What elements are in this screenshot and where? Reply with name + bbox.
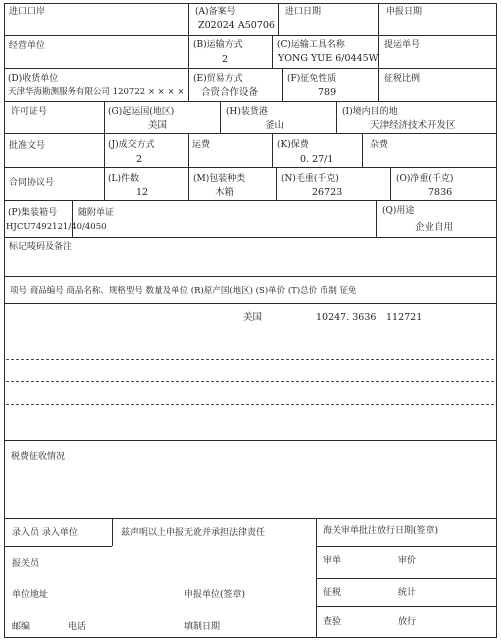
unit-address-label: 单位地址: [12, 590, 49, 600]
freight-label: 运费: [192, 140, 211, 150]
row-line: [4, 440, 497, 441]
package-value: 木箱: [215, 187, 235, 198]
customs-approval-label: 海关审单批注放行日期(签章): [323, 526, 439, 536]
cell-divider: [272, 35, 273, 68]
insurance-label: (K)保费: [277, 140, 309, 150]
origin-country-value: 美国: [148, 120, 168, 131]
trade-mode-value: 合资合作设备: [201, 87, 259, 98]
row-line: [4, 133, 497, 134]
consignee-value: 天津华海勘测服务有限公司 120722 × × × ×: [8, 87, 185, 97]
cell-divider: [362, 133, 363, 167]
record-no-value: Z02024 A50706: [198, 20, 275, 31]
items-header: 项号 商品编号 商品名称、规格型号 数量及单位 (R)原产国(地区) (S)单价 (T)总价 币制 征免: [10, 286, 357, 296]
cell-divider: [188, 35, 189, 68]
cell-divider: [104, 101, 105, 133]
reviewer-label: 报关员: [12, 559, 40, 569]
import-port-label: 进口口岸: [9, 7, 46, 17]
load-port-value: 釜山: [265, 120, 285, 131]
cell-divider: [188, 3, 189, 35]
row-line: [316, 546, 497, 547]
vehicle-value: YONG YUE 6/0445W: [278, 53, 379, 64]
cell-divider: [188, 133, 189, 167]
misc-label: 杂费: [370, 140, 389, 150]
container-value: HJCU7492121/40/4050: [6, 222, 107, 232]
item-origin: 美国: [243, 312, 263, 323]
usage-label: (Q)用途: [382, 206, 415, 216]
cell-divider: [188, 68, 189, 101]
approval-label: 批准文号: [9, 141, 46, 151]
item-separator: [6, 404, 494, 405]
row-line: [4, 303, 497, 304]
declaration-text: 兹声明以上申报无讹并承担法律责任: [121, 528, 266, 538]
row-line: [4, 237, 497, 238]
audit-label: 审单: [323, 556, 342, 566]
border-top: [4, 3, 497, 4]
row-line: [4, 200, 497, 201]
usage-value: 企业自用: [415, 222, 454, 233]
remarks-label: 标记唛码及备注: [9, 242, 73, 252]
price-review-label: 审价: [398, 556, 417, 566]
item-separator: [6, 381, 494, 382]
trade-mode-label: (E)贸易方式: [193, 74, 243, 84]
cell-divider: [278, 3, 279, 35]
operating-unit-label: 经营单位: [9, 41, 46, 51]
item-separator: [6, 359, 494, 360]
release-label: 放行: [398, 617, 417, 627]
destination-label: (I)境内目的地: [342, 107, 398, 117]
cell-divider: [272, 133, 273, 167]
deal-mode-label: (J)成交方式: [108, 140, 155, 150]
cell-divider: [378, 3, 379, 35]
postcode-label: 邮编: [12, 622, 31, 632]
import-date-label: 进口日期: [285, 7, 322, 17]
row-line: [316, 578, 497, 579]
net-weight-label: (O)净重(千克): [396, 174, 454, 184]
statistics-label: 统计: [398, 588, 417, 598]
row-line: [4, 518, 497, 519]
cell-divider: [220, 101, 221, 133]
cell-divider: [282, 68, 283, 101]
docs-label: 随附单证: [78, 208, 115, 218]
cell-divider: [390, 167, 391, 200]
levy-label: 征税: [323, 588, 342, 598]
package-label: (M)包装种类: [193, 174, 246, 184]
deal-mode-value: 2: [136, 154, 143, 165]
declare-date-label: 申报日期: [386, 7, 423, 17]
row-line: [4, 167, 497, 168]
exemption-label: (F)征免性质: [287, 74, 337, 84]
exemption-value: 789: [318, 87, 337, 98]
transport-mode-value: 2: [222, 54, 229, 65]
cell-divider: [276, 167, 277, 200]
pieces-value: 12: [136, 187, 149, 198]
row-line: [4, 546, 112, 547]
load-port-label: (H)装货港: [226, 107, 268, 117]
cell-divider: [188, 167, 189, 200]
cell-divider: [378, 68, 379, 101]
tax-ratio-label: 征税比例: [384, 74, 421, 84]
border-left: [4, 3, 5, 637]
phone-label: 电话: [68, 622, 87, 632]
license-label: 许可证号: [11, 107, 48, 117]
container-label: (P)集装箱号: [8, 208, 58, 218]
border-bottom: [4, 637, 497, 638]
border-right: [496, 3, 497, 637]
item-total-price: 112721: [386, 312, 423, 323]
fill-date-label: 填制日期: [184, 622, 221, 632]
row-line: [316, 606, 497, 607]
cell-divider: [104, 133, 105, 167]
insurance-value: 0. 27/1: [300, 154, 334, 165]
cell-divider: [336, 101, 337, 133]
pieces-label: (L)件数: [108, 174, 139, 184]
entry-clerk-label: 录入员 录入单位: [12, 528, 78, 538]
cell-divider: [376, 200, 377, 237]
contract-label: 合同协议号: [9, 178, 55, 188]
bill-label: 提运单号: [384, 40, 421, 50]
gross-weight-label: (N)毛重(千克): [281, 174, 339, 184]
tax-label: 税费征收情况: [11, 452, 66, 462]
origin-country-label: (G)起运国(地区): [108, 107, 175, 117]
inspection-label: 查验: [323, 617, 342, 627]
row-line: [4, 68, 497, 69]
record-no-label: (A)备案号: [195, 7, 236, 17]
consignee-label: (D)收货单位: [8, 74, 59, 84]
row-line: [4, 35, 497, 36]
transport-mode-label: (B)运输方式: [193, 40, 243, 50]
destination-value: 天津经济技术开发区: [370, 120, 456, 131]
gross-weight-value: 26723: [312, 187, 343, 198]
net-weight-value: 7836: [428, 187, 453, 198]
item-unit-price: 10247. 3636: [316, 312, 377, 323]
vehicle-label: (C)运输工具名称: [277, 40, 345, 50]
row-line: [4, 101, 497, 102]
cell-divider: [104, 167, 105, 200]
row-line: [4, 276, 497, 277]
declaring-unit-label: 申报单位(签章): [184, 590, 246, 600]
cell-divider: [112, 518, 113, 546]
